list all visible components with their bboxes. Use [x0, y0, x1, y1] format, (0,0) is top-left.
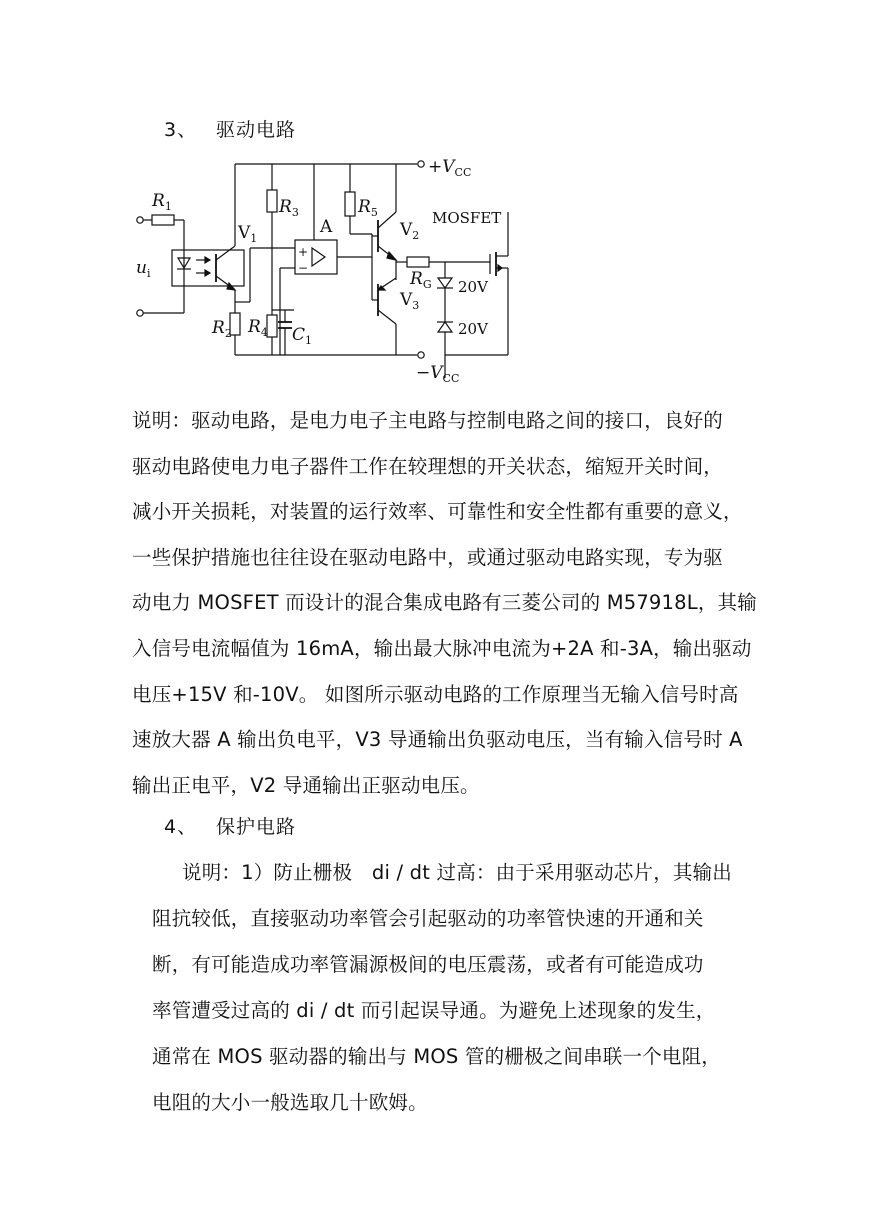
section-4-heading [164, 815, 296, 839]
paragraph-line: 电阻的大小一般选取几十欧姆。 [152, 1091, 428, 1114]
resistor-r3 [267, 190, 277, 212]
paragraph-line: 率管遭受过高的 di / dt 而引起误导通。为避免上述现象的发生， [152, 999, 716, 1022]
r3-subscript: 3 [291, 206, 299, 219]
optocoupler-v1 [172, 250, 244, 286]
svg-text:V1 [237, 223, 257, 245]
r4-subscript: 4 [260, 326, 268, 339]
section-3-number: 3、 [164, 119, 198, 141]
paragraph-line: 速放大器 A 输出负电平，V3 导通输出负驱动电压，当有输入信号时 A [132, 728, 743, 752]
section-4-title: 保护电路 [216, 816, 297, 838]
amplifier-label: A [320, 217, 333, 237]
input-terminal-bottom [137, 310, 143, 316]
paragraph-line: 驱动电路使电力电子器件工作在较理想的开关状态，缩短开关时间， [132, 454, 724, 478]
v2-subscript: 2 [412, 229, 420, 242]
input-terminal-top [137, 217, 143, 223]
resistor-r4 [267, 315, 277, 337]
r2-label: R [212, 318, 225, 338]
vcc-negative-terminal [418, 352, 424, 358]
v1-label: V [238, 223, 251, 243]
protection-circuit-description [152, 850, 752, 1126]
paragraph-line: 动电力 MOSFET 而设计的混合集成电路有三菱公司的 M57918L，其输 [132, 591, 757, 615]
paragraph-line: 电压+15V 和-10V。 如图所示驱动电路的工作原理当无输入信号时高 [132, 682, 739, 706]
vcc-positive-label: +V [428, 157, 455, 177]
svg-text:−VCC [416, 363, 459, 385]
v3-label: V [400, 290, 413, 310]
resistor-r5 [345, 192, 355, 216]
svg-text:R2 [211, 318, 232, 340]
r4-label: R [248, 317, 261, 337]
vcc-negative-subscript: CC [442, 372, 460, 385]
r1-subscript: 1 [164, 200, 172, 213]
section-3-heading [164, 118, 296, 142]
vcc-negative-label: −V [416, 363, 443, 383]
paragraph-line: 一些保护措施也往往设在驱动电路中，或通过驱动电路实现，专为驱 [132, 545, 724, 569]
amplifier-plus-label: + [298, 245, 309, 259]
rg-label: R [410, 269, 423, 289]
input-voltage-label: u [136, 258, 147, 278]
zener-1-label: 20V [458, 278, 488, 296]
vcc-positive-subscript: CC [454, 166, 472, 179]
paragraph-line: 减小开关损耗，对装置的运行效率、可靠性和安全性都有重要的意义， [132, 500, 743, 524]
svg-text:ui [136, 258, 151, 280]
mosfet-label: MOSFET [432, 209, 502, 227]
drive-circuit-description [132, 398, 757, 808]
rg-subscript: G [422, 278, 432, 291]
r1-label: R [152, 191, 165, 211]
r5-label: R [358, 197, 371, 217]
svg-text:R4 [247, 317, 268, 339]
svg-text:R1 [151, 191, 172, 213]
c1-subscript: 1 [305, 334, 313, 347]
section-3-title: 驱动电路 [216, 119, 297, 141]
resistor-rg [407, 257, 429, 267]
v1-subscript: 1 [250, 232, 258, 245]
svg-text:+VCC [428, 157, 471, 179]
v2-label: V [400, 220, 413, 240]
svg-text:R3 [278, 197, 299, 219]
paragraph-line: 说明：1）防止栅极 di / dt 过高：由于采用驱动芯片，其输出 [182, 861, 732, 884]
paragraph-line: 入信号电流幅值为 16mA，输出最大脉冲电流为+2A 和-3A，输出驱动 [132, 636, 752, 660]
v3-subscript: 3 [412, 299, 420, 312]
paragraph-line: 说明：驱动电路，是电力电子主电路与控制电路之间的接口，良好的 [132, 409, 724, 432]
c1-label: C [292, 325, 306, 345]
resistor-r1 [152, 215, 174, 225]
svg-text:V3 [399, 290, 419, 312]
r2-subscript: 2 [224, 327, 232, 340]
zener-2-label: 20V [458, 320, 488, 338]
svg-text:V2 [399, 220, 419, 242]
paragraph-line: 断，有可能造成功率管漏源极间的电压震荡，或者有可能造成功 [152, 953, 704, 976]
amplifier-minus-label: − [298, 261, 309, 275]
svg-text:R5 [357, 197, 378, 219]
svg-text:C1 [292, 325, 312, 347]
paragraph-line: 通常在 MOS 驱动器的输出与 MOS 管的栅极之间串联一个电阻， [152, 1045, 721, 1068]
zener-diode-2 [438, 322, 452, 332]
svg-text:RG [409, 269, 432, 291]
vcc-positive-terminal [418, 161, 424, 167]
drive-circuit-diagram [132, 150, 522, 390]
paragraph-line: 输出正电平，V2 导通输出正驱动电压。 [132, 773, 480, 797]
paragraph-line: 阻抗较低，直接驱动功率管会引起驱动的功率管快速的开通和关 [152, 907, 704, 930]
zener-diode-1 [438, 278, 452, 288]
r3-label: R [279, 197, 292, 217]
r5-subscript: 5 [370, 206, 378, 219]
input-voltage-subscript: i [146, 267, 151, 280]
section-4-number: 4、 [164, 816, 198, 838]
